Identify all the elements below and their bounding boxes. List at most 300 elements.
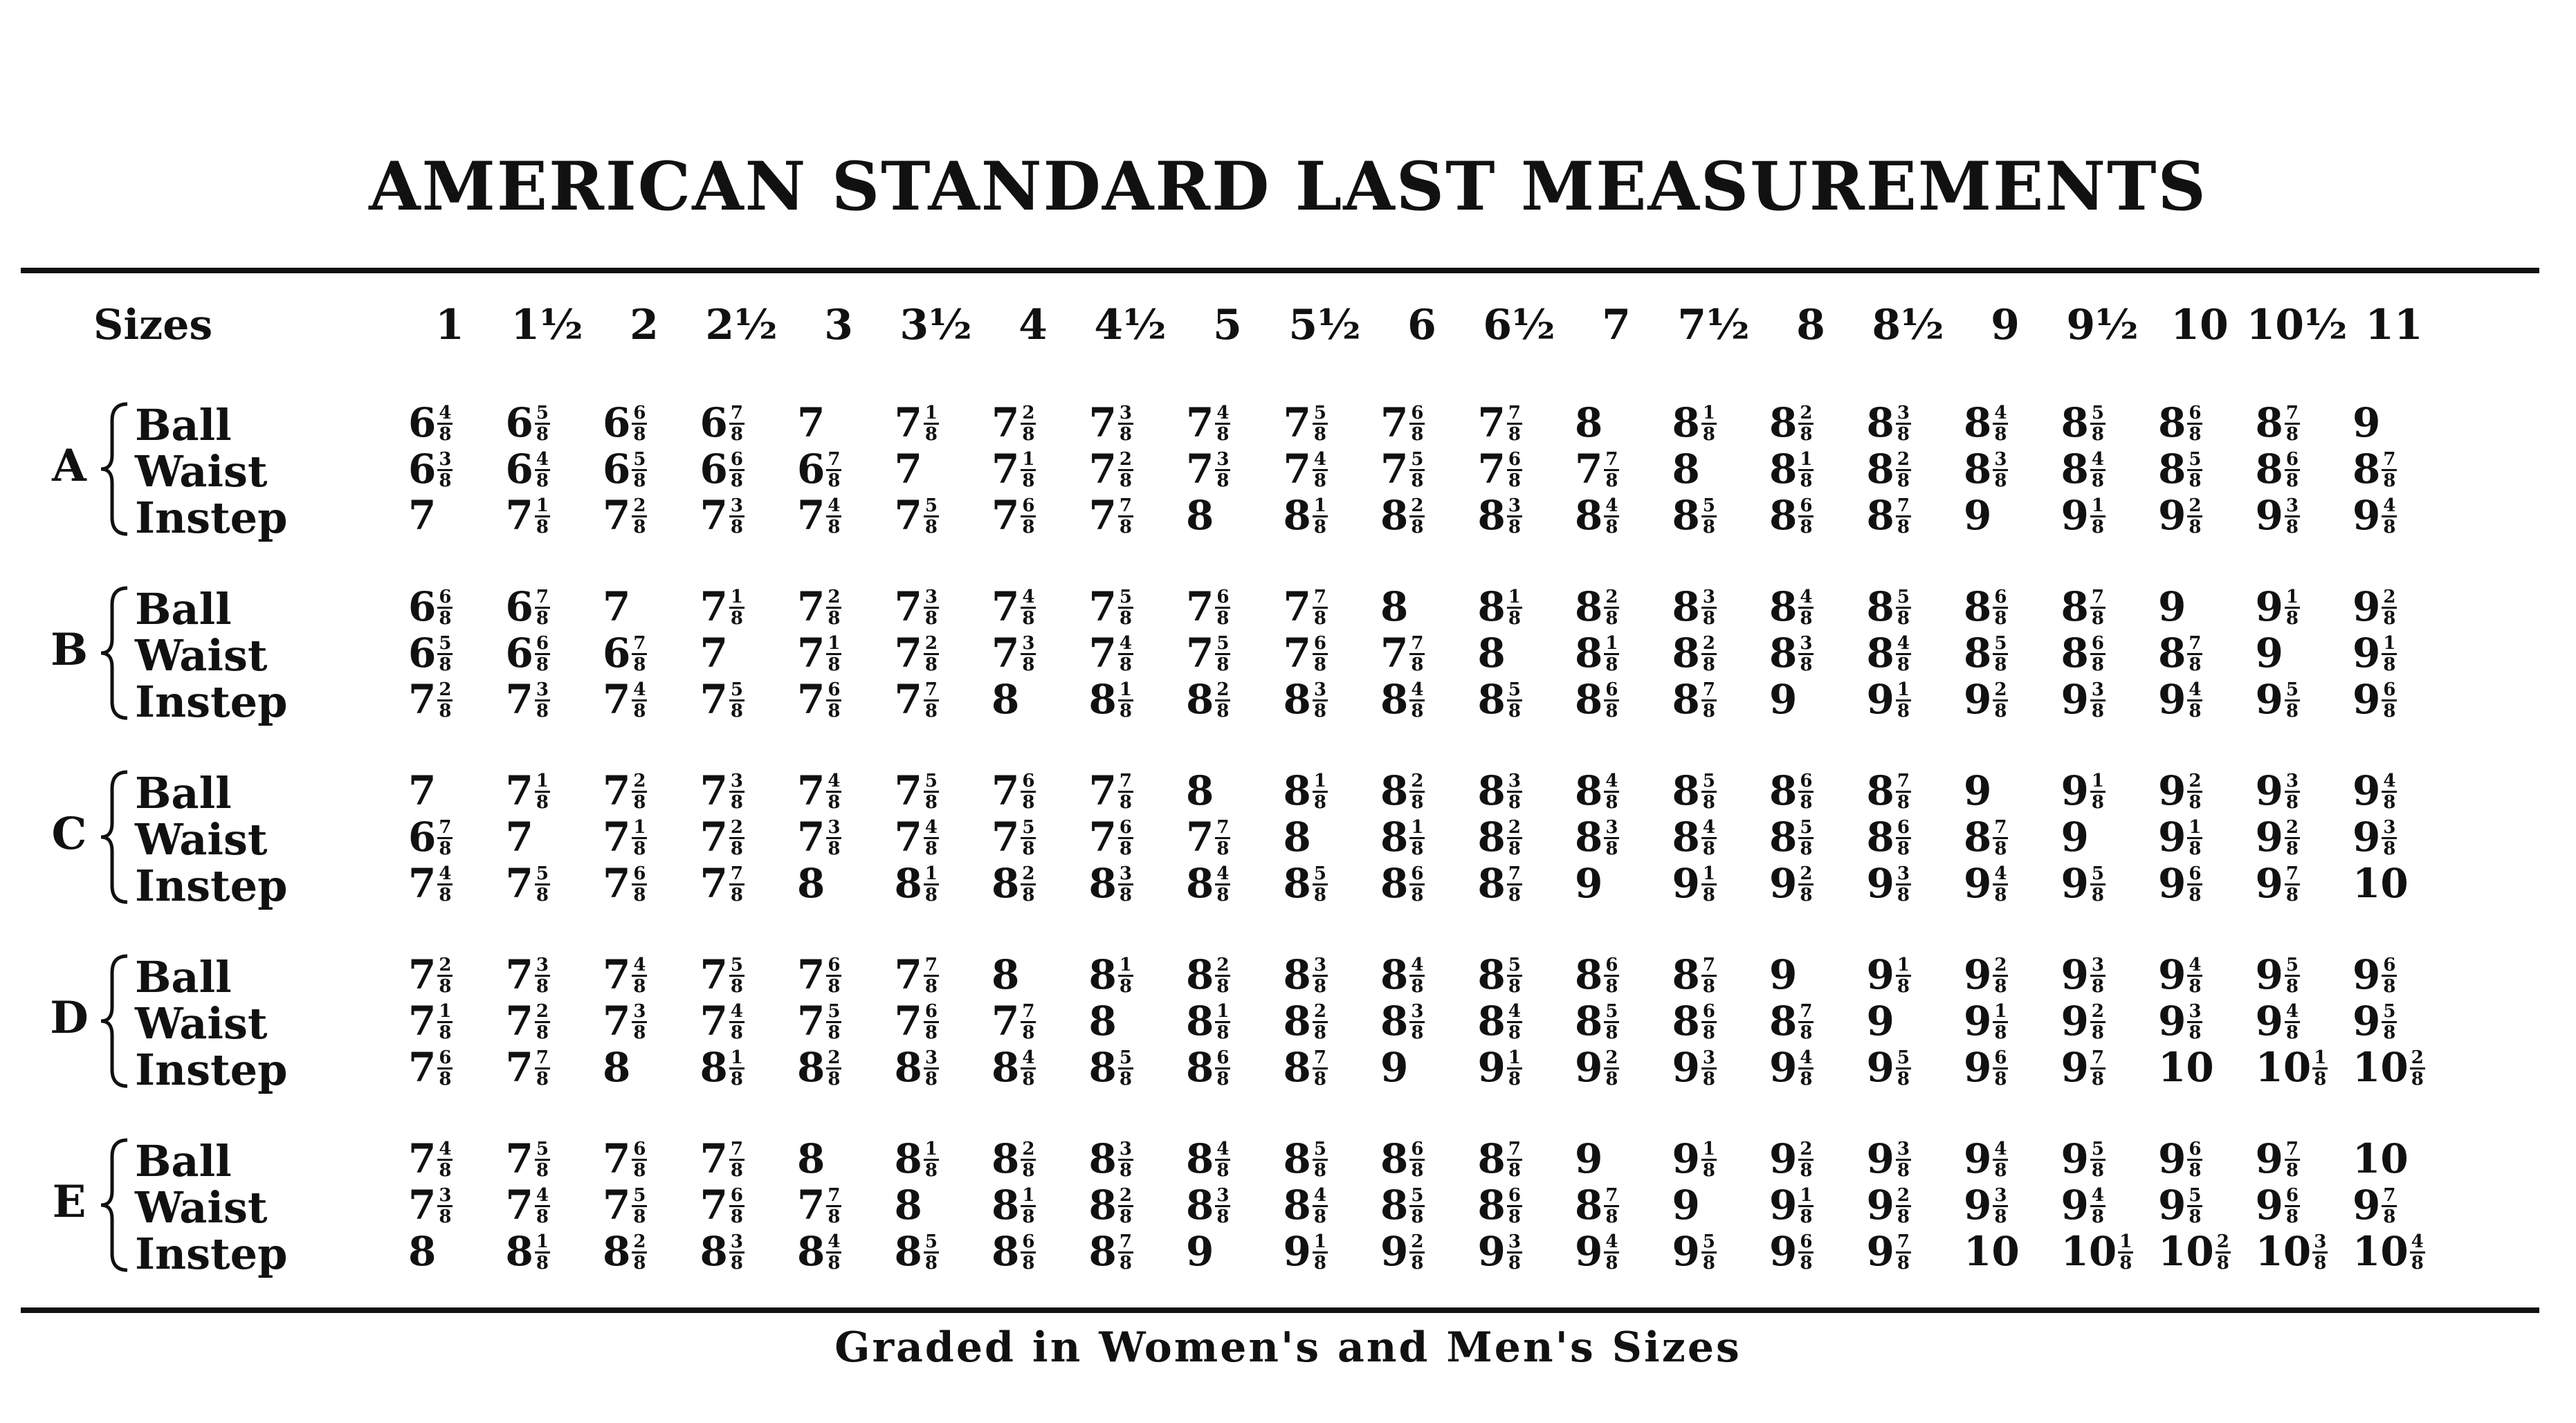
value-whole: 8 xyxy=(992,860,1020,907)
value-whole: 9 xyxy=(2158,676,2186,723)
table-cell xyxy=(2158,399,2262,446)
value-fraction: $\frac{4}{8}$ xyxy=(730,1000,743,1043)
value-fraction: $\frac{1}{8}$ xyxy=(1313,1231,1326,1274)
value-fraction: $\frac{1}{8}$ xyxy=(1508,1047,1521,1090)
value-fraction: $\frac{2}{8}$ xyxy=(1411,1231,1424,1274)
value-whole: 8 xyxy=(1186,951,1214,998)
value-whole: 7 xyxy=(894,399,922,446)
table-cell xyxy=(1380,860,1484,907)
table-cell xyxy=(408,767,512,814)
table-cell xyxy=(2061,998,2165,1045)
value-whole: 8 xyxy=(1866,446,1894,493)
table-cell xyxy=(1964,814,2067,861)
value-whole: 8 xyxy=(1477,583,1506,630)
table-cell xyxy=(894,676,998,723)
table-cell xyxy=(1283,446,1387,493)
table-cell xyxy=(1186,399,1290,446)
value-fraction: $\frac{6}{8}$ xyxy=(2383,954,2396,997)
value-whole: 8 xyxy=(1283,676,1311,723)
table-cell xyxy=(797,1044,901,1091)
table-cell xyxy=(2255,860,2359,907)
value-fraction: $\frac{4}{8}$ xyxy=(1411,679,1424,722)
value-whole: 7 xyxy=(603,860,631,907)
value-fraction: $\frac{4}{8}$ xyxy=(1994,1138,2007,1181)
table-cell xyxy=(2061,1135,2165,1182)
value-fraction: $\frac{5}{8}$ xyxy=(1022,816,1035,859)
value-whole: 7 xyxy=(700,767,728,814)
row-label-waist: Waist xyxy=(135,998,268,1049)
table-cell xyxy=(1380,399,1484,446)
value-whole: 7 xyxy=(894,446,922,493)
table-cell xyxy=(2353,492,2456,539)
table-cell xyxy=(2353,446,2456,493)
table-cell xyxy=(1672,1182,1776,1229)
value-fraction: $\frac{7}{8}$ xyxy=(1800,1000,1813,1043)
table-cell xyxy=(1477,583,1582,630)
value-whole: 9 xyxy=(1866,1228,1894,1275)
value-fraction: $\frac{4}{8}$ xyxy=(1800,586,1813,629)
value-whole: 9 xyxy=(2353,1182,2381,1229)
value-fraction: $\frac{5}{8}$ xyxy=(439,632,452,675)
value-fraction: $\frac{5}{8}$ xyxy=(730,954,743,997)
value-whole: 8 xyxy=(894,1182,922,1229)
table-cell xyxy=(1964,860,2067,907)
table-cell xyxy=(1088,814,1193,861)
value-whole: 9 xyxy=(1672,1182,1700,1229)
value-fraction: $\frac{2}{8}$ xyxy=(1022,402,1035,445)
table-cell xyxy=(1866,630,1971,677)
value-whole: 9 xyxy=(1769,1228,1798,1275)
table-cell xyxy=(1769,583,1873,630)
value-fraction: $\frac{2}{8}$ xyxy=(924,632,938,675)
table-cell xyxy=(700,951,804,998)
value-fraction: $\frac{3}{8}$ xyxy=(1897,863,1910,906)
table-cell xyxy=(797,951,901,998)
value-fraction: $\frac{3}{8}$ xyxy=(1216,448,1230,491)
value-fraction: $\frac{4}{8}$ xyxy=(1605,1231,1618,1274)
value-fraction: $\frac{7}{8}$ xyxy=(1605,1184,1618,1227)
value-whole: 9 xyxy=(2061,1182,2089,1229)
size-column-header: 10 xyxy=(2171,301,2229,349)
value-fraction: $\frac{5}{8}$ xyxy=(633,1184,646,1227)
table-cell xyxy=(1477,1135,1582,1182)
value-whole: 9 xyxy=(2255,860,2283,907)
table-cell xyxy=(797,814,901,861)
brace-icon xyxy=(97,768,133,906)
table-cell xyxy=(700,446,804,493)
table-cell xyxy=(1088,676,1193,723)
size-column-header: 2½ xyxy=(705,301,778,349)
value-whole: 8 xyxy=(1769,630,1798,677)
size-column-header: 4½ xyxy=(1094,301,1167,349)
value-whole: 9 xyxy=(2158,492,2186,539)
table-cell xyxy=(603,998,706,1045)
value-whole: 7 xyxy=(505,767,533,814)
value-whole: 7 xyxy=(700,1182,728,1229)
value-fraction: $\frac{4}{8}$ xyxy=(1022,1047,1035,1090)
table-cell xyxy=(894,630,998,677)
table-cell xyxy=(700,630,804,677)
table-cell xyxy=(1866,767,1971,814)
value-whole: 10 xyxy=(2353,1044,2409,1091)
value-whole: 8 xyxy=(1380,676,1409,723)
value-whole: 8 xyxy=(1672,446,1700,493)
value-fraction: $\frac{5}{8}$ xyxy=(1313,402,1326,445)
value-fraction: $\frac{6}{8}$ xyxy=(1800,495,1813,538)
value-fraction: $\frac{4}{8}$ xyxy=(1800,1047,1813,1090)
value-whole: 8 xyxy=(2158,630,2186,677)
value-whole: 7 xyxy=(992,767,1020,814)
value-whole: 7 xyxy=(1088,446,1117,493)
value-whole: 9 xyxy=(1866,860,1894,907)
value-fraction: $\frac{2}{8}$ xyxy=(730,816,743,859)
table-cell xyxy=(992,860,1095,907)
table-cell xyxy=(1866,1228,1971,1275)
value-whole: 8 xyxy=(1088,1228,1117,1275)
value-whole: 8 xyxy=(1283,814,1311,861)
value-fraction: $\frac{2}{8}$ xyxy=(633,1231,646,1274)
value-whole: 7 xyxy=(797,676,825,723)
table-cell xyxy=(1672,583,1776,630)
value-whole: 7 xyxy=(1283,583,1311,630)
table-cell xyxy=(992,399,1095,446)
table-cell xyxy=(1380,676,1484,723)
value-fraction: $\frac{6}{8}$ xyxy=(1216,586,1230,629)
table-cell xyxy=(1575,583,1679,630)
table-cell xyxy=(2353,998,2456,1045)
table-cell xyxy=(1964,630,2067,677)
value-fraction: $\frac{6}{8}$ xyxy=(1994,1047,2007,1090)
value-whole: 8 xyxy=(1380,814,1409,861)
table-cell xyxy=(1283,860,1387,907)
table-cell xyxy=(2061,767,2165,814)
table-cell xyxy=(1672,676,1776,723)
table-cell xyxy=(603,767,706,814)
value-fraction: $\frac{6}{8}$ xyxy=(2285,1184,2299,1227)
table-cell xyxy=(1477,676,1582,723)
table-cell xyxy=(700,767,804,814)
value-fraction: $\frac{3}{8}$ xyxy=(1800,632,1813,675)
value-whole: 8 xyxy=(1866,492,1894,539)
table-cell xyxy=(505,630,610,677)
value-fraction: $\frac{7}{8}$ xyxy=(1605,448,1618,491)
value-fraction: $\frac{5}{8}$ xyxy=(1897,1047,1910,1090)
value-whole: 8 xyxy=(1575,951,1603,998)
table-cell xyxy=(2158,583,2262,630)
table-cell xyxy=(1186,583,1290,630)
value-whole: 10 xyxy=(2158,1044,2214,1091)
value-fraction: $\frac{2}{8}$ xyxy=(1605,586,1618,629)
table-cell xyxy=(1769,814,1873,861)
value-whole: 8 xyxy=(1380,951,1409,998)
value-fraction: $\frac{1}{8}$ xyxy=(1897,954,1910,997)
brace-icon xyxy=(97,952,133,1090)
table-cell xyxy=(1088,998,1193,1045)
value-fraction: $\frac{2}{8}$ xyxy=(1897,1184,1910,1227)
table-cell xyxy=(1088,446,1193,493)
table-cell xyxy=(2255,951,2359,998)
value-fraction: $\frac{3}{8}$ xyxy=(1897,1138,1910,1181)
value-fraction: $\frac{1}{8}$ xyxy=(1313,770,1326,813)
value-whole: 7 xyxy=(505,951,533,998)
table-cell xyxy=(603,860,706,907)
table-cell xyxy=(1088,767,1193,814)
value-fraction: $\frac{6}{8}$ xyxy=(1411,402,1424,445)
table-cell xyxy=(1575,767,1679,814)
table-cell xyxy=(1866,446,1971,493)
value-whole: 9 xyxy=(1964,492,1992,539)
value-whole: 8 xyxy=(2061,583,2089,630)
value-whole: 7 xyxy=(1088,583,1117,630)
value-fraction: $\frac{6}{8}$ xyxy=(439,1047,452,1090)
value-fraction: $\frac{7}{8}$ xyxy=(633,632,646,675)
table-cell xyxy=(505,492,610,539)
value-whole: 8 xyxy=(992,1044,1020,1091)
table-cell xyxy=(1672,998,1776,1045)
table-cell xyxy=(1477,814,1582,861)
size-column-header: 11 xyxy=(2365,301,2423,349)
table-cell xyxy=(1186,860,1290,907)
value-fraction: $\frac{7}{8}$ xyxy=(439,816,452,859)
value-fraction: $\frac{4}{8}$ xyxy=(439,1138,452,1181)
table-cell xyxy=(2255,1044,2359,1091)
row-label-ball: Ball xyxy=(135,584,232,634)
value-fraction: $\frac{2}{8}$ xyxy=(1897,448,1910,491)
table-cell xyxy=(505,399,610,446)
value-fraction: $\frac{5}{8}$ xyxy=(633,448,646,491)
table-cell xyxy=(797,1182,901,1229)
size-column-header: 4 xyxy=(1018,301,1048,349)
value-fraction: $\frac{6}{8}$ xyxy=(1605,679,1618,722)
value-whole: 9 xyxy=(2353,767,2381,814)
value-whole: 8 xyxy=(1380,998,1409,1045)
table-cell xyxy=(1866,1044,1971,1091)
value-fraction: $\frac{5}{8}$ xyxy=(1702,495,1715,538)
table-cell xyxy=(2255,1135,2359,1182)
value-whole: 9 xyxy=(2061,1044,2089,1091)
value-fraction: $\frac{1}{8}$ xyxy=(1994,1000,2007,1043)
value-fraction: $\frac{7}{8}$ xyxy=(1508,402,1521,445)
row-label-instep: Instep xyxy=(135,861,288,911)
table-cell xyxy=(1672,446,1776,493)
value-fraction: $\frac{2}{8}$ xyxy=(1994,954,2007,997)
value-whole: 7 xyxy=(797,630,825,677)
table-cell xyxy=(1672,951,1776,998)
value-fraction: $\frac{3}{8}$ xyxy=(536,954,549,997)
value-fraction: $\frac{7}{8}$ xyxy=(2189,632,2202,675)
value-whole: 7 xyxy=(992,446,1020,493)
table-cell xyxy=(1575,951,1679,998)
value-fraction: $\frac{5}{8}$ xyxy=(536,402,549,445)
value-whole: 9 xyxy=(2255,583,2283,630)
value-whole: 7 xyxy=(992,583,1020,630)
row-label-ball: Ball xyxy=(135,768,232,818)
table-cell xyxy=(2061,1044,2165,1091)
value-fraction: $\frac{2}{8}$ xyxy=(2285,816,2299,859)
value-whole: 7 xyxy=(603,583,631,630)
value-fraction: $\frac{7}{8}$ xyxy=(924,679,938,722)
value-fraction: $\frac{4}{8}$ xyxy=(1702,816,1715,859)
value-fraction: $\frac{4}{8}$ xyxy=(1022,586,1035,629)
value-whole: 7 xyxy=(408,998,437,1045)
value-fraction: $\frac{4}{8}$ xyxy=(439,863,452,906)
value-fraction: $\frac{6}{8}$ xyxy=(2091,632,2104,675)
table-cell xyxy=(2255,998,2359,1045)
value-fraction: $\frac{3}{8}$ xyxy=(1508,770,1521,813)
value-whole: 6 xyxy=(505,630,533,677)
value-whole: 7 xyxy=(894,998,922,1045)
table-cell xyxy=(1283,951,1387,998)
table-cell xyxy=(408,676,512,723)
table-cell xyxy=(1380,767,1484,814)
value-fraction: $\frac{4}{8}$ xyxy=(1216,1138,1230,1181)
table-cell xyxy=(1575,860,1679,907)
size-column-header: 3½ xyxy=(899,301,972,349)
value-fraction: $\frac{3}{8}$ xyxy=(730,495,743,538)
value-whole: 6 xyxy=(505,446,533,493)
table-cell xyxy=(700,814,804,861)
size-column-header: 8 xyxy=(1796,301,1825,349)
value-whole: 8 xyxy=(1088,1044,1117,1091)
value-whole: 8 xyxy=(2158,446,2186,493)
table-cell xyxy=(1964,1182,2067,1229)
top-rule xyxy=(21,268,2539,273)
value-fraction: $\frac{3}{8}$ xyxy=(2091,954,2104,997)
sizes-label: Sizes xyxy=(93,301,213,349)
value-whole: 7 xyxy=(603,492,631,539)
value-whole: 8 xyxy=(1575,814,1603,861)
value-whole: 9 xyxy=(1769,676,1798,723)
value-fraction: $\frac{1}{8}$ xyxy=(1702,1138,1715,1181)
value-whole: 9 xyxy=(1964,1135,1992,1182)
group-letter: E xyxy=(52,1176,86,1228)
value-whole: 7 xyxy=(408,1135,437,1182)
value-fraction: $\frac{2}{8}$ xyxy=(439,954,452,997)
value-whole: 9 xyxy=(2158,583,2186,630)
value-whole: 7 xyxy=(505,492,533,539)
value-fraction: $\frac{4}{8}$ xyxy=(536,1184,549,1227)
value-whole: 7 xyxy=(603,998,631,1045)
table-cell xyxy=(1964,767,2067,814)
table-cell xyxy=(408,1135,512,1182)
table-cell xyxy=(2158,1182,2262,1229)
brace-icon xyxy=(97,400,133,538)
value-whole: 7 xyxy=(1380,630,1409,677)
value-whole: 9 xyxy=(1575,1044,1603,1091)
value-whole: 7 xyxy=(408,951,437,998)
value-whole: 6 xyxy=(603,399,631,446)
table-cell xyxy=(1088,1228,1193,1275)
value-whole: 7 xyxy=(505,814,533,861)
table-cell xyxy=(1283,399,1387,446)
value-whole: 8 xyxy=(992,676,1020,723)
value-fraction: $\frac{4}{8}$ xyxy=(1313,1184,1326,1227)
table-cell xyxy=(2255,446,2359,493)
value-fraction: $\frac{5}{8}$ xyxy=(2189,448,2202,491)
table-cell xyxy=(1769,767,1873,814)
table-cell xyxy=(797,1135,901,1182)
table-cell xyxy=(797,767,901,814)
row-label-ball: Ball xyxy=(135,1136,232,1186)
value-fraction: $\frac{4}{8}$ xyxy=(924,816,938,859)
value-fraction: $\frac{5}{8}$ xyxy=(924,495,938,538)
value-fraction: $\frac{6}{8}$ xyxy=(1411,1138,1424,1181)
row-label-waist: Waist xyxy=(135,446,268,497)
row-label-waist: Waist xyxy=(135,814,268,865)
table-cell xyxy=(2158,1228,2262,1275)
value-whole: 8 xyxy=(1186,492,1214,539)
value-fraction: $\frac{5}{8}$ xyxy=(1702,1231,1715,1274)
value-whole: 8 xyxy=(1477,767,1506,814)
value-whole: 8 xyxy=(1672,951,1700,998)
value-whole: 7 xyxy=(1186,583,1214,630)
value-whole: 9 xyxy=(2061,767,2089,814)
value-whole: 7 xyxy=(1088,492,1117,539)
value-fraction: $\frac{1}{8}$ xyxy=(2314,1047,2327,1090)
table-cell xyxy=(1186,1135,1290,1182)
value-fraction: $\frac{4}{8}$ xyxy=(2411,1231,2424,1274)
table-cell xyxy=(894,1182,998,1229)
value-fraction: $\frac{4}{8}$ xyxy=(1897,632,1910,675)
value-fraction: $\frac{7}{8}$ xyxy=(1216,816,1230,859)
table-cell xyxy=(1477,951,1582,998)
table-cell xyxy=(2255,492,2359,539)
value-fraction: $\frac{4}{8}$ xyxy=(1605,770,1618,813)
value-fraction: $\frac{7}{8}$ xyxy=(730,402,743,445)
value-fraction: $\frac{4}{8}$ xyxy=(2383,495,2396,538)
table-cell xyxy=(894,583,998,630)
value-whole: 8 xyxy=(1186,1135,1214,1182)
group-letter: A xyxy=(52,440,86,492)
table-cell xyxy=(2353,676,2456,723)
value-whole: 7 xyxy=(1088,767,1117,814)
table-cell xyxy=(992,998,1095,1045)
table-cell xyxy=(2061,399,2165,446)
table-cell xyxy=(1283,814,1387,861)
table-cell xyxy=(1380,492,1484,539)
table-cell xyxy=(2061,446,2165,493)
table-cell xyxy=(1866,814,1971,861)
value-fraction: $\frac{1}{8}$ xyxy=(2285,586,2299,629)
value-whole: 9 xyxy=(2061,860,2089,907)
value-whole: 9 xyxy=(1477,1044,1506,1091)
page-title: AMERICAN STANDARD LAST MEASUREMENTS xyxy=(369,147,2207,226)
table-cell xyxy=(1866,1135,1971,1182)
value-whole: 8 xyxy=(1477,998,1506,1045)
value-fraction: $\frac{3}{8}$ xyxy=(1508,495,1521,538)
table-cell xyxy=(894,814,998,861)
value-fraction: $\frac{7}{8}$ xyxy=(828,448,841,491)
value-whole: 7 xyxy=(1186,446,1214,493)
value-fraction: $\frac{3}{8}$ xyxy=(924,1047,938,1090)
table-cell xyxy=(1477,630,1582,677)
value-fraction: $\frac{2}{8}$ xyxy=(1800,863,1813,906)
table-cell xyxy=(603,399,706,446)
value-whole: 8 xyxy=(1477,676,1506,723)
value-fraction: $\frac{4}{8}$ xyxy=(1216,402,1230,445)
value-fraction: $\frac{2}{8}$ xyxy=(1702,632,1715,675)
table-cell xyxy=(1088,951,1193,998)
value-fraction: $\frac{3}{8}$ xyxy=(633,1000,646,1043)
value-fraction: $\frac{7}{8}$ xyxy=(1313,1047,1326,1090)
value-whole: 8 xyxy=(1575,767,1603,814)
value-whole: 8 xyxy=(2255,446,2283,493)
value-whole: 8 xyxy=(1088,676,1117,723)
value-whole: 8 xyxy=(1964,583,1992,630)
value-fraction: $\frac{5}{8}$ xyxy=(536,863,549,906)
value-fraction: $\frac{7}{8}$ xyxy=(2091,1047,2104,1090)
value-whole: 7 xyxy=(797,399,825,446)
